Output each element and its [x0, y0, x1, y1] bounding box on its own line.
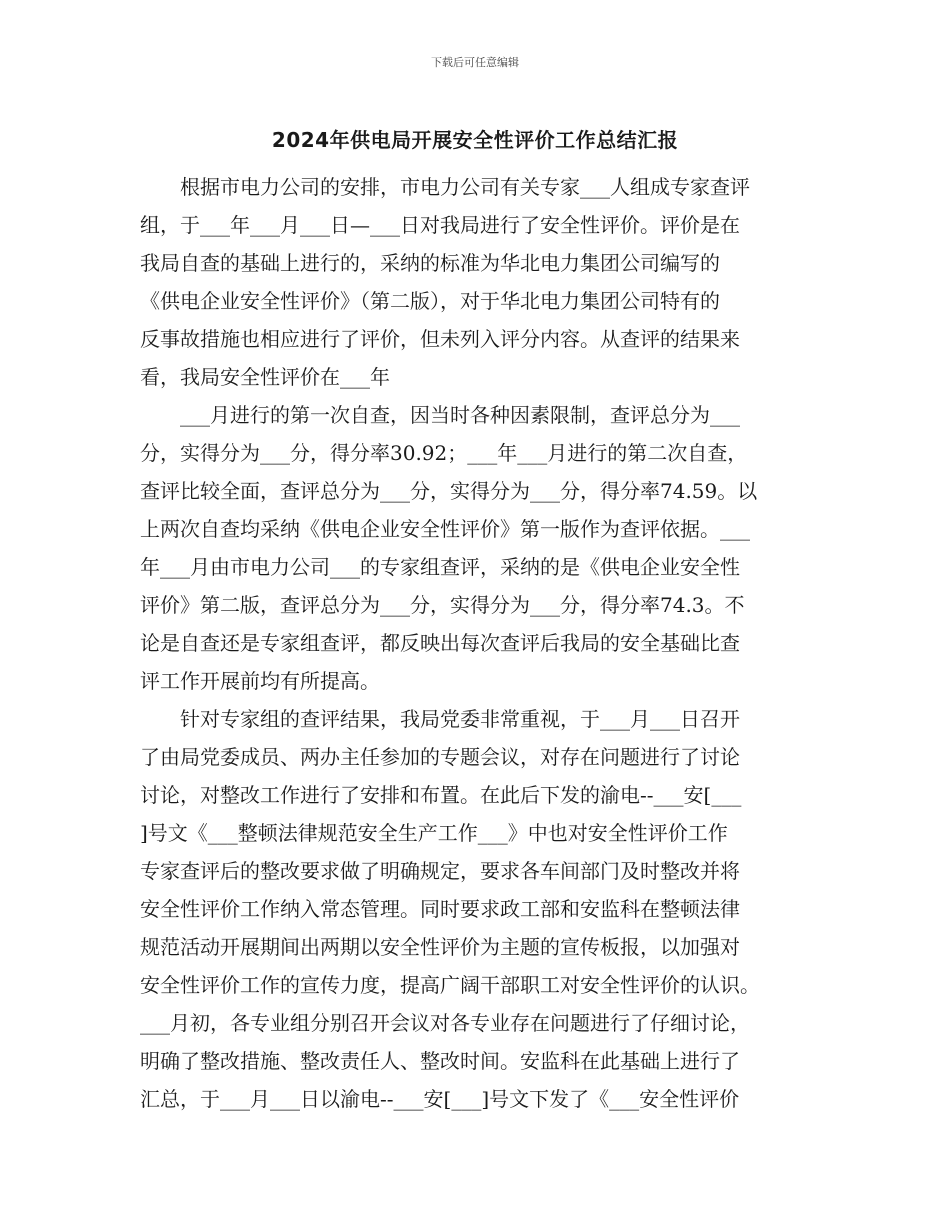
document-body	[140, 168, 812, 1118]
text-line: 分，实得分为___分，得分率30.92；___年___月进行的第二次自查，	[140, 441, 748, 465]
page-header-note: 下载后可任意编辑	[431, 56, 519, 69]
text-line: 安全性评价工作纳入常态管理。同时要求政工部和安监科在整顿法律	[140, 897, 740, 921]
text-line: 《供电企业安全性评价》（第二版），对于华北电力集团公司特有的	[140, 289, 720, 313]
text-line: 了由局党委成员、两办主任参加的专题会议，对存在问题进行了讨论	[140, 745, 740, 769]
text-line: 根据市电力公司的安排，市电力公司有关专家___人组成专家查评	[180, 175, 750, 199]
text-line: 查评比较全面，查评总分为___分，实得分为___分，得分率74.59。以	[140, 479, 758, 503]
text-line: ]号文《___整顿法律规范安全生产工作___》中也对安全性评价工作	[140, 821, 728, 845]
text-line: 看，我局安全性评价在___年	[140, 365, 390, 389]
text-line: 上两次自查均采纳《供电企业安全性评价》第一版作为查评依据。___	[140, 517, 750, 541]
text-line: 汇总，于___月___日以渝电--___安[___]号文下发了《___安全性评价	[140, 1087, 740, 1111]
text-line: ___月进行的第一次自查，因当时各种因素限制，查评总分为___	[180, 403, 740, 427]
text-line: 规范活动开展期间出两期以安全性评价为主题的宣传板报，以加强对	[140, 935, 740, 959]
text-line: 论是自查还是专家组查评，都反映出每次查评后我局的安全基础比查	[140, 631, 740, 655]
text-line: 针对专家组的查评结果，我局党委非常重视，于___月___日召开	[180, 707, 740, 731]
text-line: 安全性评价工作的宣传力度，提高广阔干部职工对安全性评价的认识。	[140, 973, 760, 997]
text-line: ___月初，各专业组分别召开会议对各专业存在问题进行了仔细讨论，	[140, 1011, 750, 1035]
text-line: 讨论，对整改工作进行了安排和布置。在此后下发的渝电--___安[___	[140, 783, 742, 807]
text-line: 评工作开展前均有所提高。	[140, 669, 380, 693]
text-line: 年___月由市电力公司___的专家组查评，采纳的是《供电企业安全性	[140, 555, 740, 579]
text-line: 明确了整改措施、整改责任人、整改时间。安监科在此基础上进行了	[140, 1049, 740, 1073]
text-line: 评价》第二版，查评总分为___分，实得分为___分，得分率74.3。不	[140, 593, 745, 617]
text-line: 专家查评后的整改要求做了明确规定，要求各车间部门及时整改并将	[140, 859, 740, 883]
text-line: 我局自查的基础上进行的，采纳的标准为华北电力集团公司编写的	[140, 251, 720, 275]
text-line: 组，于___年___月___日—___日对我局进行了安全性评价。评价是在	[140, 213, 740, 237]
text-line: 反事故措施也相应进行了评价，但未列入评分内容。从查评的结果来	[140, 327, 740, 351]
document-title: 2024年供电局开展安全性评价工作总结汇报	[271, 128, 679, 152]
